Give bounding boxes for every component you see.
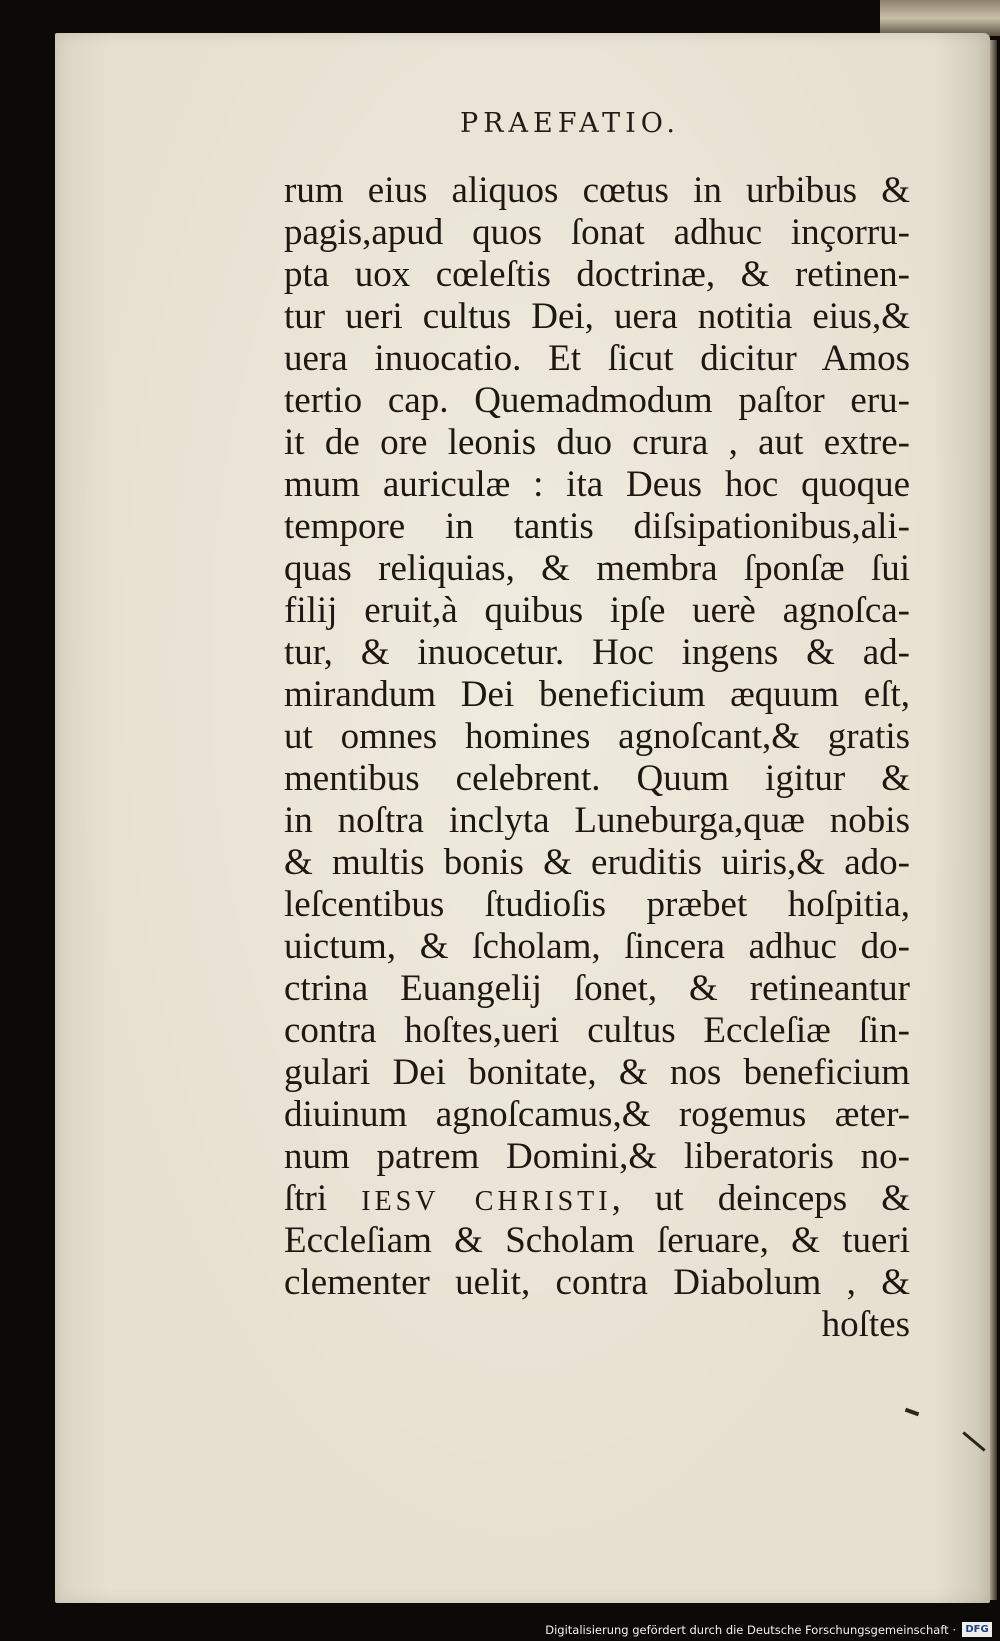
funding-credit: Digitalisierung gefördert durch die Deutsche Forschungsgemeinschaft · xyxy=(545,1623,956,1637)
text-line: num patrem Domini,& liberatoris no- xyxy=(284,1136,910,1177)
line-end: , ut deinceps & xyxy=(611,1178,910,1219)
text-line: rum eius aliquos cœtus in urbibus & xyxy=(284,170,910,211)
text-line: ctrina Euangelij ſonet, & retineantur xyxy=(284,968,910,1009)
text-line: tur ueri cultus Dei, uera notitia eius,& xyxy=(284,296,910,337)
line-start: ſtri xyxy=(284,1178,362,1219)
text-line: mum auriculæ : ita Deus hoc quoque xyxy=(284,464,910,505)
body-text xyxy=(284,170,910,1346)
text-line: Eccleſiam & Scholam ſeruare, & tueri xyxy=(284,1220,910,1261)
text-line: gulari Dei bonitate, & nos beneficium xyxy=(284,1052,910,1093)
text-line: & multis bonis & eruditis uiris,& ado- xyxy=(284,842,910,883)
text-line: filij eruit,à quibus ipſe uerè agnoſca- xyxy=(284,590,910,631)
running-head: PRAEFATIO. xyxy=(460,108,680,139)
text-line: contra hoſtes,ueri cultus Eccleſiæ ſin- xyxy=(284,1010,910,1051)
dfg-logo: DFG xyxy=(962,1622,992,1637)
text-line: pta uox cœleſtis doctrinæ, & retinen- xyxy=(284,254,910,295)
text-line: mirandum Dei beneficium æquum eſt, xyxy=(284,674,910,715)
catchword: hoſtes xyxy=(821,1304,910,1345)
text-line: tur, & inuocetur. Hoc ingens & ad- xyxy=(284,632,910,673)
text-line: in noſtra inclyta Luneburga,quæ nobis xyxy=(284,800,910,841)
text-line: leſcentibus ſtudioſis præbet hoſpitia, xyxy=(284,884,910,925)
text-line: mentibus celebrent. Quum igitur & xyxy=(284,758,910,799)
text-line: pagis,apud quos ſonat adhuc inçorru- xyxy=(284,212,910,253)
text-line: tempore in tantis diſsipationibus,ali- xyxy=(284,506,910,547)
text-line: tertio cap. Quemadmodum paſtor eru- xyxy=(284,380,910,421)
page-corner xyxy=(880,0,1000,36)
text-line: uictum, & ſcholam, ſincera adhuc do- xyxy=(284,926,910,967)
text-line: clementer uelit, contra Diabolum , & xyxy=(284,1262,910,1303)
text-line: ut omnes homines agnoſcant,& gratis xyxy=(284,716,910,757)
text-line-christi xyxy=(284,1178,910,1220)
smallcaps-name: IESV CHRISTI xyxy=(361,1186,612,1217)
text-line: quas reliquias, & membra ſponſæ ſui xyxy=(284,548,910,589)
text-line: diuinum agnoſcamus,& rogemus æter- xyxy=(284,1094,910,1135)
text-line: uera inuocatio. Et ſicut dicitur Amos xyxy=(284,338,910,379)
text-line: it de ore leonis duo crura , aut extre- xyxy=(284,422,910,463)
